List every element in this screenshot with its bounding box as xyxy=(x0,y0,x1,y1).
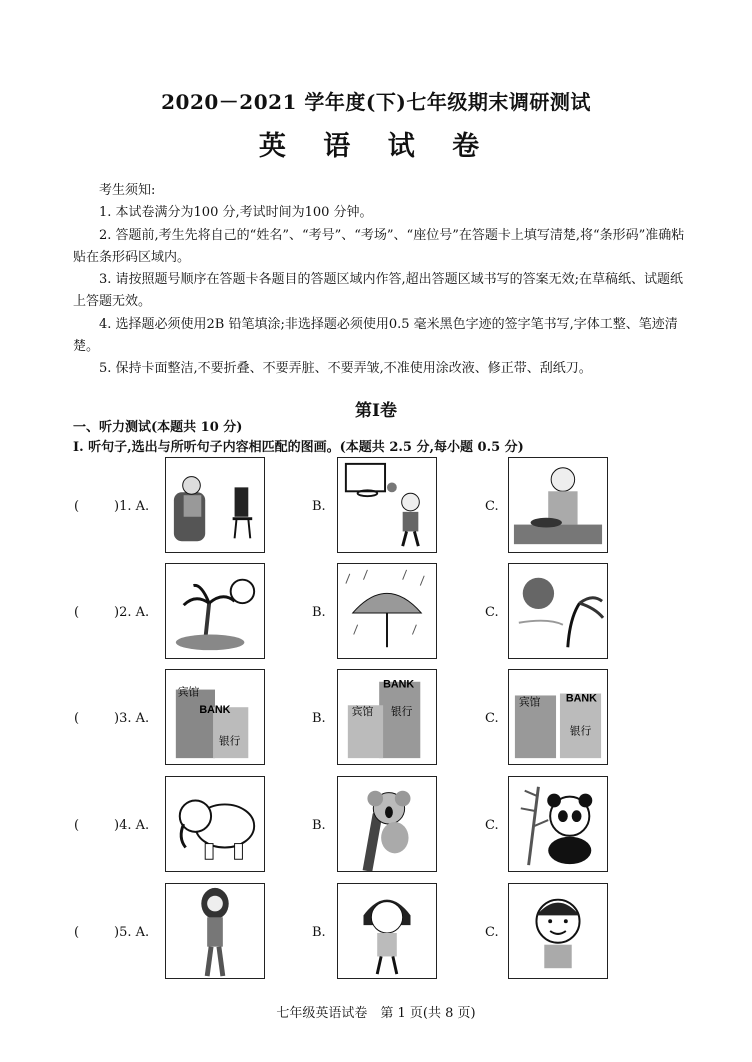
option-c-label: C. xyxy=(485,711,499,726)
notice-item: 3. 请按照题号顺序在答题卡各题目的答题区域内作答,超出答题区域书写的答案无效;在草稿纸、试题纸上答题无效。 xyxy=(73,272,684,310)
option-a-label: A. xyxy=(135,605,150,620)
cooking-picture[interactable] xyxy=(508,457,608,553)
option-a-label: A. xyxy=(135,499,150,514)
sunny-picture[interactable] xyxy=(165,563,265,659)
question-number: ( )1. A. xyxy=(74,499,150,514)
question-row-5 xyxy=(0,883,752,983)
option-c-label: C. xyxy=(485,818,499,833)
notice-item: 5. 保持卡面整洁,不要折叠、不要弄脏、不要弄皱,不准使用涂改液、修正带、刮纸刀。 xyxy=(99,361,592,377)
option-b-label: B. xyxy=(312,925,326,940)
question-number: ( )4. A. xyxy=(74,818,150,833)
short-hair-girl-picture[interactable] xyxy=(337,883,437,979)
rainy-picture[interactable] xyxy=(337,563,437,659)
bank-sign: BANK xyxy=(565,692,597,705)
exam-subject-title: 英 语 试 卷 xyxy=(258,131,494,162)
exam-notice xyxy=(73,180,685,381)
panda-picture[interactable] xyxy=(508,776,608,872)
option-a-label: A. xyxy=(135,818,150,833)
notice-item: 4. 选择题必须使用2B 铅笔填涂;非选择题必须使用0.5 毫米黑色字迹的签字笔书写,字体工整、笔迹清楚。 xyxy=(73,316,678,355)
notice-item: 2. 答题前,考生先将自己的“姓名”、“考号”、“考场”、“座位号”在答题卡上填写清楚,将“条形码”准确粘贴在条形码区域内。 xyxy=(73,227,685,265)
part-instruction: Ⅰ. 听句子,选出与所听句子内容相匹配的图画。(本题共 2.5 分,每小题 0.5 分) xyxy=(73,440,524,455)
hotel-bank-picture-a[interactable] xyxy=(165,669,265,765)
page-footer: 七年级英语试卷 第 1 页(共 8 页) xyxy=(276,1006,476,1021)
question-row-4 xyxy=(0,776,752,876)
watching-tv-picture[interactable] xyxy=(165,457,265,553)
bank-sign: BANK xyxy=(383,678,415,691)
koala-picture[interactable] xyxy=(337,776,437,872)
exam-title: 2020－2021 学年度(下)七年级期末调研测试 xyxy=(161,90,591,114)
question-number: ( )5. A. xyxy=(74,925,150,940)
hotel-sign: 宾馆 xyxy=(177,686,200,699)
elephant-picture[interactable] xyxy=(165,776,265,872)
bank-cn-sign: 银行 xyxy=(390,706,413,719)
part-title: 一、听力测试(本题共 10 分) xyxy=(73,420,243,435)
option-b-label: B. xyxy=(312,605,326,620)
bank-sign: BANK xyxy=(199,704,231,717)
playing-basketball-picture[interactable] xyxy=(337,457,437,553)
option-a-label: A. xyxy=(135,711,150,726)
option-b-label: B. xyxy=(312,499,326,514)
option-c-label: C. xyxy=(485,499,499,514)
question-number: ( )2. A. xyxy=(74,605,150,620)
hotel-bank-picture-b[interactable] xyxy=(337,669,437,765)
hotel-sign: 宾馆 xyxy=(518,696,541,709)
boy-picture[interactable] xyxy=(508,883,608,979)
question-number: ( )3. A. xyxy=(74,711,150,726)
hotel-sign: 宾馆 xyxy=(351,706,374,719)
bank-cn-sign: 银行 xyxy=(218,735,241,748)
question-row-2 xyxy=(0,563,752,663)
section-title: 第Ⅰ卷 xyxy=(355,401,397,421)
long-hair-woman-picture[interactable] xyxy=(165,883,265,979)
question-row-1 xyxy=(0,457,752,557)
option-b-label: B. xyxy=(312,818,326,833)
option-c-label: C. xyxy=(485,605,499,620)
option-c-label: C. xyxy=(485,925,499,940)
notice-item: 1. 本试卷满分为100 分,考试时间为100 分钟。 xyxy=(99,205,373,221)
bank-cn-sign: 银行 xyxy=(569,725,592,738)
question-row-3 xyxy=(0,669,752,769)
option-b-label: B. xyxy=(312,711,326,726)
notice-heading: 考生须知: xyxy=(99,183,156,198)
hotel-bank-picture-c[interactable] xyxy=(508,669,608,765)
option-a-label: A. xyxy=(135,925,150,940)
windy-picture[interactable] xyxy=(508,563,608,659)
